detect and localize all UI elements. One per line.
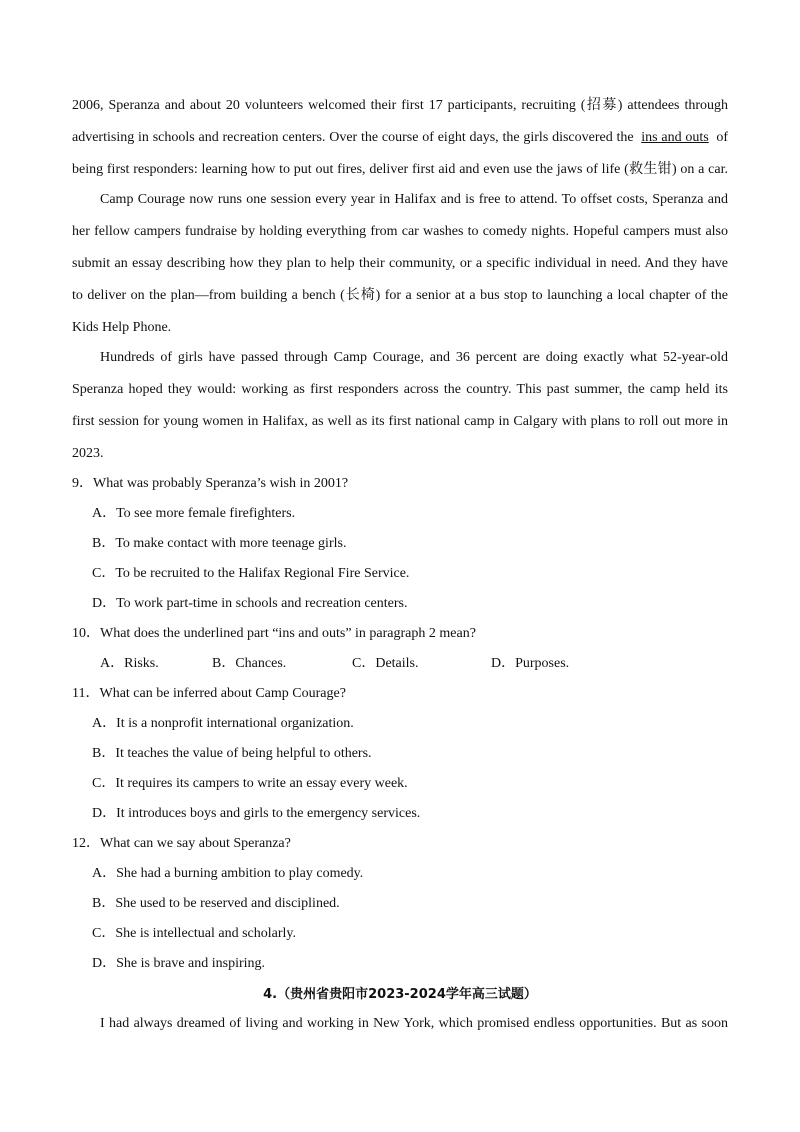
question-stem: 10．What does the underlined part “ins and outs” in paragraph 2 mean?: [72, 626, 476, 641]
answer-option[interactable]: B．She used to be reserved and disciplined.: [92, 896, 340, 911]
text-line: Hundreds of girls have passed through Camp Courage, and 36 percent are doing exactly what 52-year-old: [100, 350, 728, 365]
answer-option[interactable]: A．She had a burning ambition to play comedy.: [92, 866, 364, 881]
answer-option[interactable]: B．Chances.: [212, 656, 287, 671]
answer-option[interactable]: D．She is brave and inspiring.: [92, 956, 266, 971]
answer-option[interactable]: C．Details.: [352, 656, 419, 671]
text-line: 2023.: [72, 446, 104, 461]
answer-option[interactable]: B．It teaches the value of being helpful to others.: [92, 746, 372, 761]
passage-paragraph-2: [72, 184, 728, 344]
answer-option[interactable]: C．She is intellectual and scholarly.: [92, 926, 296, 941]
question-stem: 12．What can we say about Speranza?: [72, 836, 291, 851]
text-line: Kids Help Phone.: [72, 320, 172, 335]
text-line: submit an essay describing how they plan to help their community, or a specific individual in need. And they have: [72, 256, 728, 271]
text-line: Speranza hoped they would: working as first responders across the country. This past summer, the camp held its: [72, 382, 728, 397]
text-line: her fellow campers fundraise by holding everything from car washes to comedy nights. Hopeful campers must also: [72, 224, 728, 239]
answer-option[interactable]: A．It is a nonprofit international organization.: [92, 716, 354, 731]
answer-option[interactable]: B．To make contact with more teenage girls.: [92, 536, 347, 551]
question-stem: 9．What was probably Speranza’s wish in 2001?: [72, 476, 349, 491]
underlined-phrase: ins and outs: [641, 130, 709, 145]
text-line: 2006, Speranza and about 20 volunteers welcomed their first 17 participants, recruiting (招募) attendees through: [72, 98, 728, 113]
text-line: I had always dreamed of living and working in New York, which promised endless opportunities. But as soon: [100, 1016, 728, 1031]
text-segment: of: [716, 130, 728, 145]
text-line: to deliver on the plan—from building a bench (长椅) for a senior at a bus stop to launching a local chapter of the: [72, 288, 728, 303]
answer-option[interactable]: A．To see more female firefighters.: [92, 506, 296, 521]
answer-option[interactable]: D．To work part-time in schools and recreation centers.: [92, 596, 408, 611]
passage-paragraph-3: [72, 342, 728, 470]
answer-option[interactable]: A．Risks.: [100, 656, 159, 671]
question-stem: 11．What can be inferred about Camp Courage?: [72, 686, 346, 701]
text-line: Camp Courage now runs one session every year in Halifax and is free to attend. To offset costs, Speranza and: [100, 192, 728, 207]
answer-option[interactable]: C．To be recruited to the Halifax Regional Fire Service.: [92, 566, 410, 581]
text-line: being first responders: learning how to put out fires, deliver first aid and even use the jaws of life (救生钳) on a car.: [72, 162, 728, 177]
text-segment: advertising in schools and recreation centers. Over the course of eight days, the girls discovered the: [72, 130, 634, 145]
passage-paragraph-1: [72, 90, 728, 186]
section-heading: 4.（贵州省贵阳市2023-2024学年高三试题）: [263, 987, 537, 1002]
answer-option[interactable]: C．It requires its campers to write an essay every week.: [92, 776, 408, 791]
text-line: first session for young women in Halifax, as well as its first national camp in Calgary with plans to roll out more in: [72, 414, 728, 429]
answer-option[interactable]: D．Purposes.: [491, 656, 570, 671]
answer-option[interactable]: D．It introduces boys and girls to the emergency services.: [92, 806, 421, 821]
text-line: [72, 122, 728, 154]
passage-paragraph-section4: [72, 1008, 728, 1040]
